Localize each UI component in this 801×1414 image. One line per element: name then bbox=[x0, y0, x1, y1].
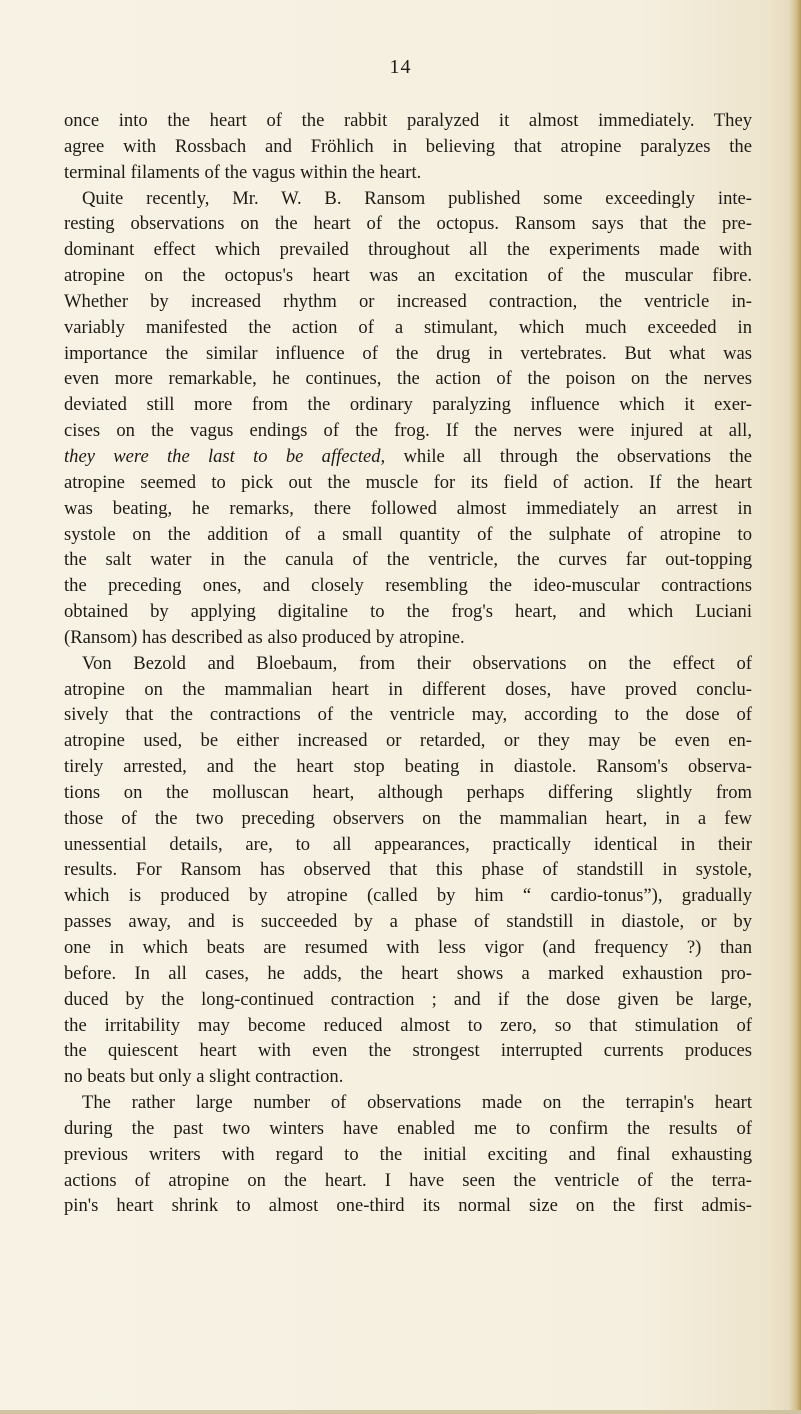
text-line: during the past two winters have enabled me to confirm the results of bbox=[64, 1117, 752, 1139]
text-line: previous writers with regard to the initial exciting and final exhausting bbox=[64, 1143, 752, 1165]
text-line: tirely arrested, and the heart stop beating in diastole. Ransom's observa- bbox=[64, 756, 752, 778]
text-line: atropine on the octopus's heart was an excitation of the muscular fibre. bbox=[64, 265, 752, 287]
text-line: importance the similar influence of the drug in vertebrates. But what was bbox=[64, 342, 752, 364]
text-line: The rather large number of observations made on the terrapin's heart bbox=[82, 1092, 752, 1114]
text-line: one in which beats are resumed with less vigor (and frequency ?) than bbox=[64, 937, 752, 958]
text-line: the preceding ones, and closely resembling the ideo-muscular contractions bbox=[64, 575, 752, 597]
text-segment: while all through the observations the bbox=[385, 445, 753, 467]
text-line: atropine seemed to pick out the muscle for its field of action. If the heart bbox=[64, 471, 752, 493]
text-line: which is produced by atropine (called by him “ cardio-tonus”), gradually bbox=[64, 885, 752, 907]
text-line: systole on the addition of a small quantity of the sulphate of atropine to bbox=[64, 523, 752, 545]
text-line: tions on the molluscan heart, although perhaps differing slightly from bbox=[64, 781, 752, 803]
text-line: deviated still more from the ordinary paralyzing influence which it exer- bbox=[64, 394, 752, 416]
text-line: even more remarkable, he continues, the action of the poison on the nerves bbox=[64, 368, 752, 390]
text-line: atropine on the mammalian heart in different doses, have proved conclu- bbox=[64, 678, 752, 700]
text-line: cises on the vagus endings of the frog. If the nerves were injured at all, bbox=[64, 420, 752, 442]
text-line: obtained by applying digitaline to the frog's heart, and which Luciani bbox=[64, 601, 752, 623]
text-line bbox=[64, 444, 752, 470]
text-line: atropine used, be either increased or retarded, or they may be even en- bbox=[64, 730, 752, 752]
text-line: (Ransom) has described as also produced by atropine. bbox=[64, 626, 465, 648]
italic-phrase: they were the last to be affected, bbox=[64, 445, 386, 467]
text-line: Von Bezold and Bloebaum, from their observations on the effect of bbox=[82, 652, 752, 674]
text-line: those of the two preceding observers on the mammalian heart, in a few bbox=[64, 807, 752, 829]
text-line: Whether by increased rhythm or increased contraction, the ventricle in- bbox=[64, 290, 752, 312]
text-line: unessential details, are, to all appearances, practically identical in their bbox=[64, 833, 752, 855]
text-line: the quiescent heart with even the strongest interrupted currents produces bbox=[64, 1040, 752, 1062]
body-text bbox=[64, 108, 752, 1219]
text-line: the salt water in the canula of the ventricle, the curves far out-topping bbox=[64, 549, 752, 571]
text-line: variably manifested the action of a stimulant, which much exceeded in bbox=[64, 316, 752, 338]
text-line: once into the heart of the rabbit paralyzed it almost immediately. They bbox=[64, 110, 752, 131]
text-line: no beats but only a slight contraction. bbox=[64, 1066, 344, 1088]
text-line: sively that the contractions of the ventricle may, according to the dose of bbox=[64, 704, 752, 726]
text-line: duced by the long-continued contraction ; and if the dose given be large, bbox=[64, 988, 752, 1010]
page-bottom-edge bbox=[0, 1410, 801, 1414]
text-line: was beating, he remarks, there followed almost immediately an arrest in bbox=[64, 497, 752, 519]
text-line: Quite recently, Mr. W. B. Ransom published some exceedingly inte- bbox=[82, 187, 752, 209]
page-edge-shadow bbox=[789, 0, 801, 1414]
text-line: passes away, and is succeeded by a phase of standstill in diastole, or by bbox=[64, 911, 752, 933]
text-line: the irritability may become reduced almost to zero, so that stimulation of bbox=[64, 1014, 752, 1036]
text-line: results. For Ransom has observed that this phase of standstill in systole, bbox=[64, 859, 752, 881]
text-line: before. In all cases, he adds, the heart shows a marked exhaustion pro- bbox=[64, 962, 752, 984]
text-line: agree with Rossbach and Fröhlich in believing that atropine paralyzes the bbox=[64, 135, 752, 157]
text-line: actions of atropine on the heart. I have seen the ventricle of the terra- bbox=[64, 1169, 752, 1191]
text-line: resting observations on the heart of the octopus. Ransom says that the pre- bbox=[64, 213, 752, 235]
text-line: pin's heart shrink to almost one-third its normal size on the first admis- bbox=[64, 1195, 752, 1217]
text-line: dominant effect which prevailed throughout all the experiments made with bbox=[64, 239, 752, 261]
text-line: terminal filaments of the vagus within the heart. bbox=[64, 161, 422, 183]
page-number: 14 bbox=[389, 56, 412, 78]
